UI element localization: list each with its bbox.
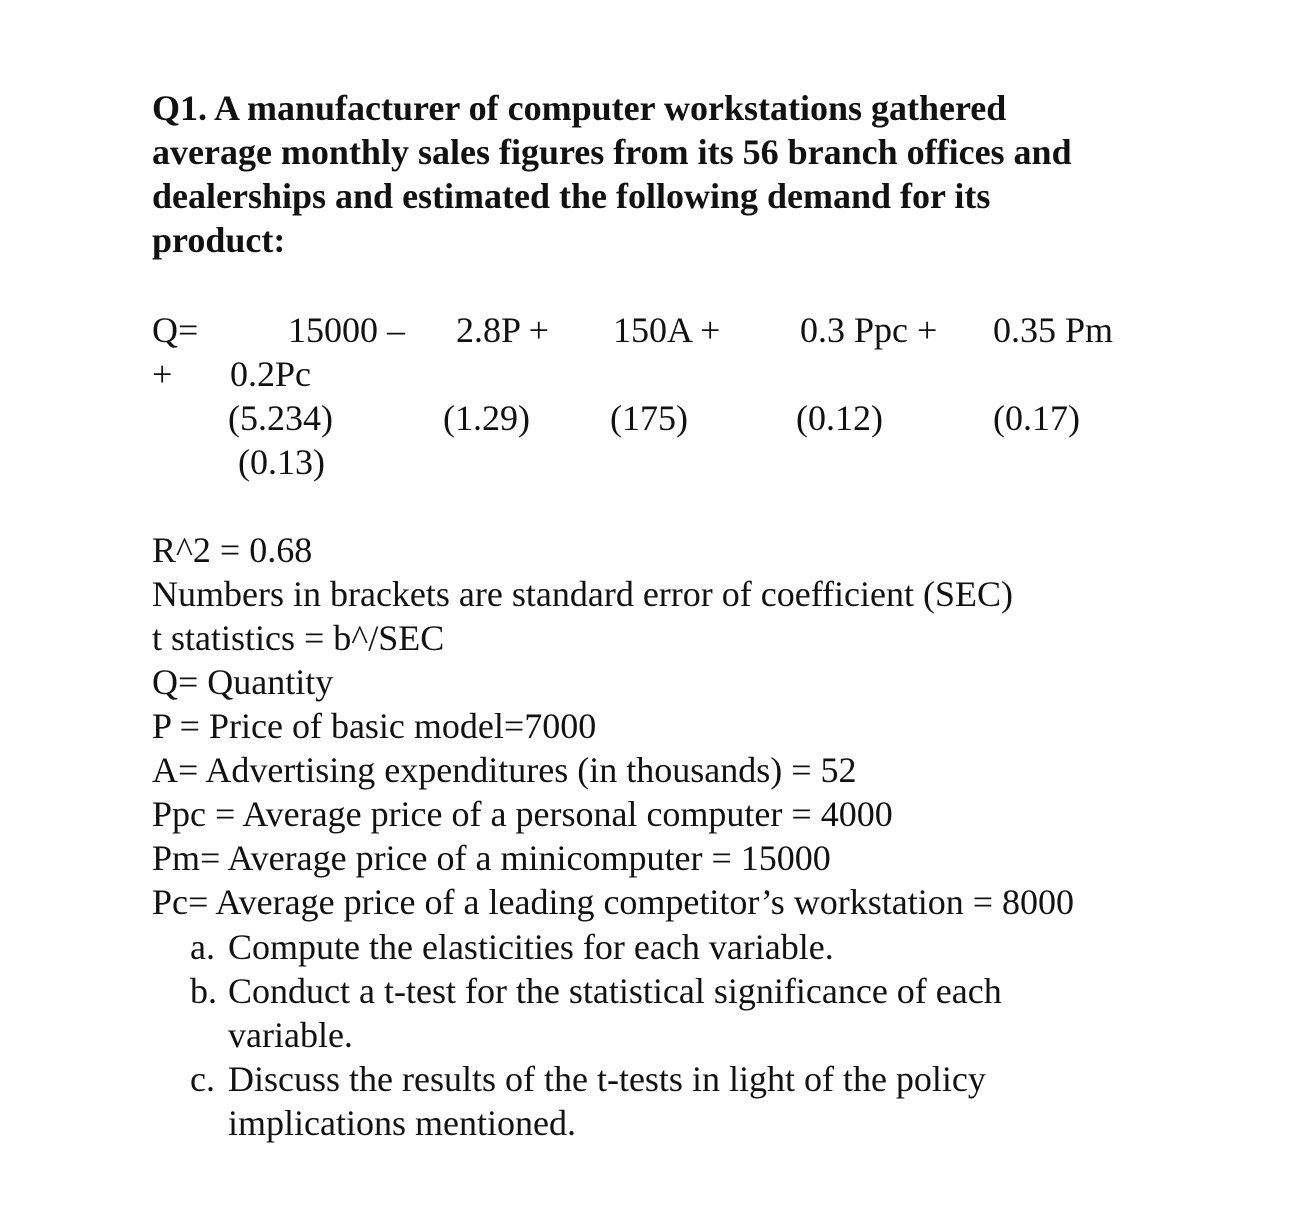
- std-error: (0.17): [993, 398, 1080, 438]
- std-error: (175): [610, 398, 688, 438]
- equation-lhs: Q=: [152, 310, 199, 350]
- task-text: Compute the elasticities for each variable.: [228, 927, 834, 967]
- equation-term: 0.35 Pm: [993, 310, 1114, 350]
- info-line: t statistics = b^/SEC: [152, 618, 445, 658]
- question-heading: [152, 86, 1152, 262]
- question-line: product:: [152, 220, 286, 260]
- question-line: average monthly sales figures from its 56 branch offices and: [152, 132, 1072, 172]
- question-line: dealerships and estimated the following demand for its: [152, 176, 991, 216]
- task-item: [190, 925, 1002, 969]
- task-list: [190, 925, 1002, 1145]
- task-text: Discuss the results of the t-tests in light of the policy: [228, 1059, 986, 1099]
- std-error: (5.234): [228, 398, 333, 438]
- info-line: Pc= Average price of a leading competitor’s workstation = 8000: [152, 882, 1075, 922]
- equation-term: 0.3 Ppc +: [800, 310, 938, 350]
- r-squared: R^2 = 0.68: [152, 530, 313, 570]
- std-error: (0.12): [796, 398, 883, 438]
- info-line: Numbers in brackets are standard error of coefficient (SEC): [152, 574, 1013, 614]
- std-error: (1.29): [443, 398, 530, 438]
- task-text: implications mentioned.: [228, 1103, 576, 1143]
- task-label: b.: [190, 971, 217, 1011]
- info-line: P = Price of basic model=7000: [152, 706, 597, 746]
- task-item: [190, 969, 1002, 1057]
- info-line: Pm= Average price of a minicomputer = 15000: [152, 838, 831, 878]
- equation-wrap-plus: +: [152, 354, 173, 394]
- variable-definitions: [152, 528, 1074, 924]
- task-label: a.: [190, 927, 215, 967]
- task-text: variable.: [228, 1015, 353, 1055]
- task-text: Conduct a t-test for the statistical significance of each: [228, 971, 1002, 1011]
- task-label: c.: [190, 1059, 215, 1099]
- equation-term: 150A +: [613, 310, 721, 350]
- info-line: Q= Quantity: [152, 662, 334, 702]
- task-item: [190, 1057, 1002, 1145]
- equation-term: 2.8P +: [456, 310, 549, 350]
- question-line: Q1. A manufacturer of computer workstations gathered: [152, 88, 1007, 128]
- equation-term: 0.2Pc: [230, 354, 311, 394]
- std-error: (0.13): [238, 442, 325, 482]
- info-line: A= Advertising expenditures (in thousands) = 52: [152, 750, 857, 790]
- info-line: Ppc = Average price of a personal computer = 4000: [152, 794, 893, 834]
- equation-term: 15000 –: [288, 310, 405, 350]
